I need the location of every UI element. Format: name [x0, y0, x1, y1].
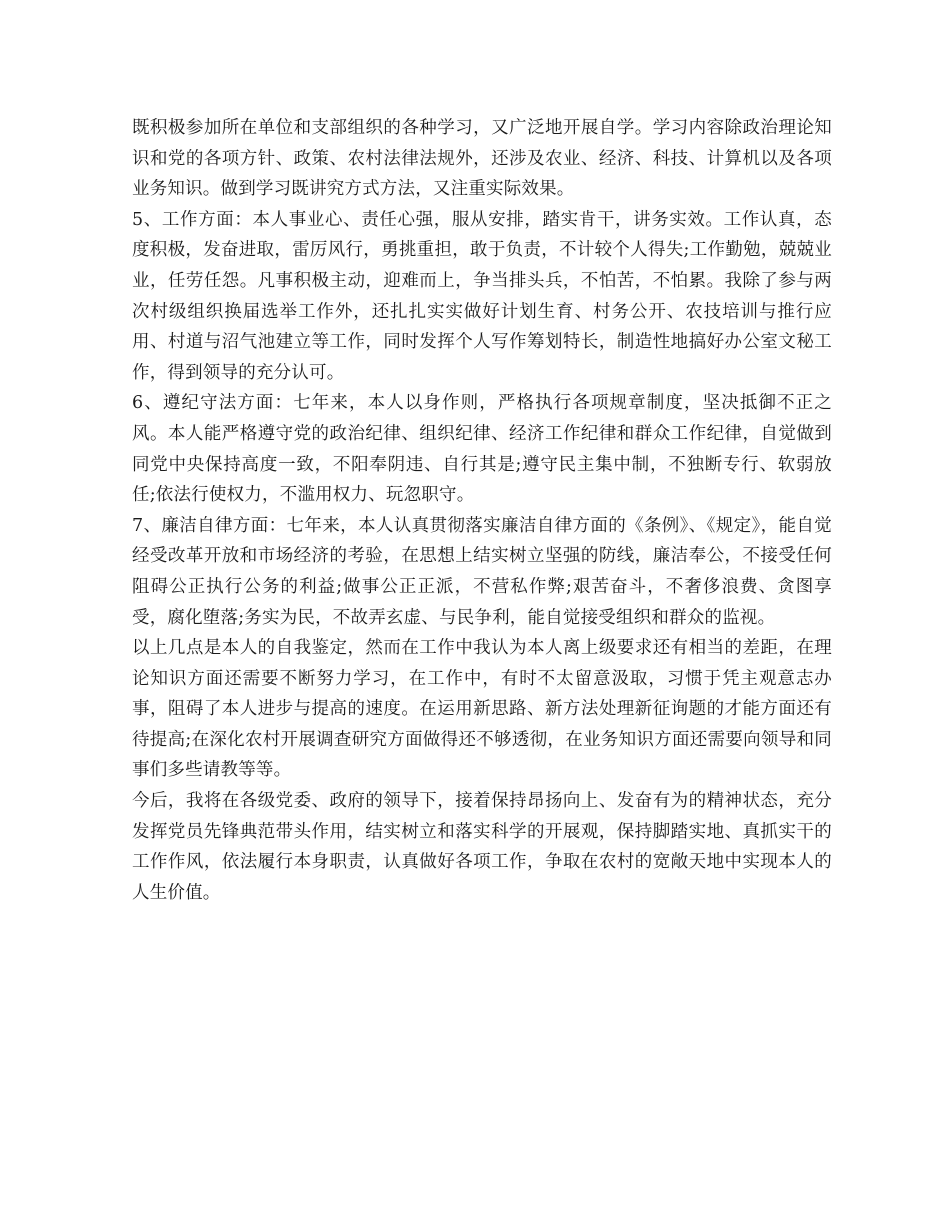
document-body — [132, 113, 832, 908]
paragraph-integrity-aspect: 7、廉洁自律方面：七年来，本人认真贯彻落实廉洁自律方面的《条例》、《规定》，能自觉经受改革开放和市场经济的考验，在思想上结实树立坚强的防线，廉洁奉公，不接受任何阻碍公正执行公务的利益;做事公正正派，不营私作弊;艰苦奋斗，不奢侈浪费、贪图享受，腐化堕落;务实为民，不故弄玄虚、与民争利，能自觉接受组织和群众的监视。 — [132, 515, 832, 628]
paragraph-work-aspect: 5、工作方面：本人事业心、责任心强，服从安排，踏实肯干，讲务实效。工作认真，态度积极，发奋进取，雷厉风行，勇挑重担，敢于负责，不计较个人得失;工作勤勉，兢兢业业，任劳任怨。凡事积极主动，迎难而上，争当排头兵，不怕苦，不怕累。我除了参与两次村级组织换届选举工作外，还扎扎实实做好计划生育、村务公开、农技培训与推行应用、村道与沼气池建立等工作，同时发挥个人写作筹划特长，制造性地搞好办公室文秘工作，得到领导的充分认可。 — [132, 209, 832, 383]
paragraph-future-plans: 今后，我将在各级党委、政府的领导下，接着保持昂扬向上、发奋有为的精神状态，充分发挥党员先锋典范带头作用，结实树立和落实科学的开展观，保持脚踏实地、真抓实干的工作作风，依法履行本身职责，认真做好各项工作，争取在农村的宽敞天地中实现本人的人生价值。 — [132, 791, 832, 903]
paragraph-self-assessment: 以上几点是本人的自我鉴定，然而在工作中我认为本人离上级要求还有相当的差距，在理论知识方面还需要不断努力学习，在工作中，有时不太留意汲取，习惯于凭主观意志办事，阻碍了本人进步与提高的速度。在运用新思路、新方法处理新征询题的才能方面还有待提高;在深化农村开展调查研究方面做得还不够透彻，在业务知识方面还需要向领导和同事们多些请教等等。 — [132, 638, 832, 781]
paragraph-study-continued: 既积极参加所在单位和支部组织的各种学习，又广泛地开展自学。学习内容除政治理论知识和党的各项方针、政策、农村法律法规外，还涉及农业、经济、科技、计算机以及各项业务知识。做到学习既讲究方式方法，又注重实际效果。 — [132, 118, 832, 200]
paragraph-discipline-aspect: 6、遵纪守法方面：七年来，本人以身作则，严格执行各项规章制度，坚决抵御不正之风。本人能严格遵守党的政治纪律、组织纪律、经济工作纪律和群众工作纪律，自觉做到同党中央保持高度一致，不阳奉阴违、自行其是;遵守民主集中制，不独断专行、软弱放任;依法行使权力，不滥用权力、玩忽职守。 — [132, 393, 832, 506]
